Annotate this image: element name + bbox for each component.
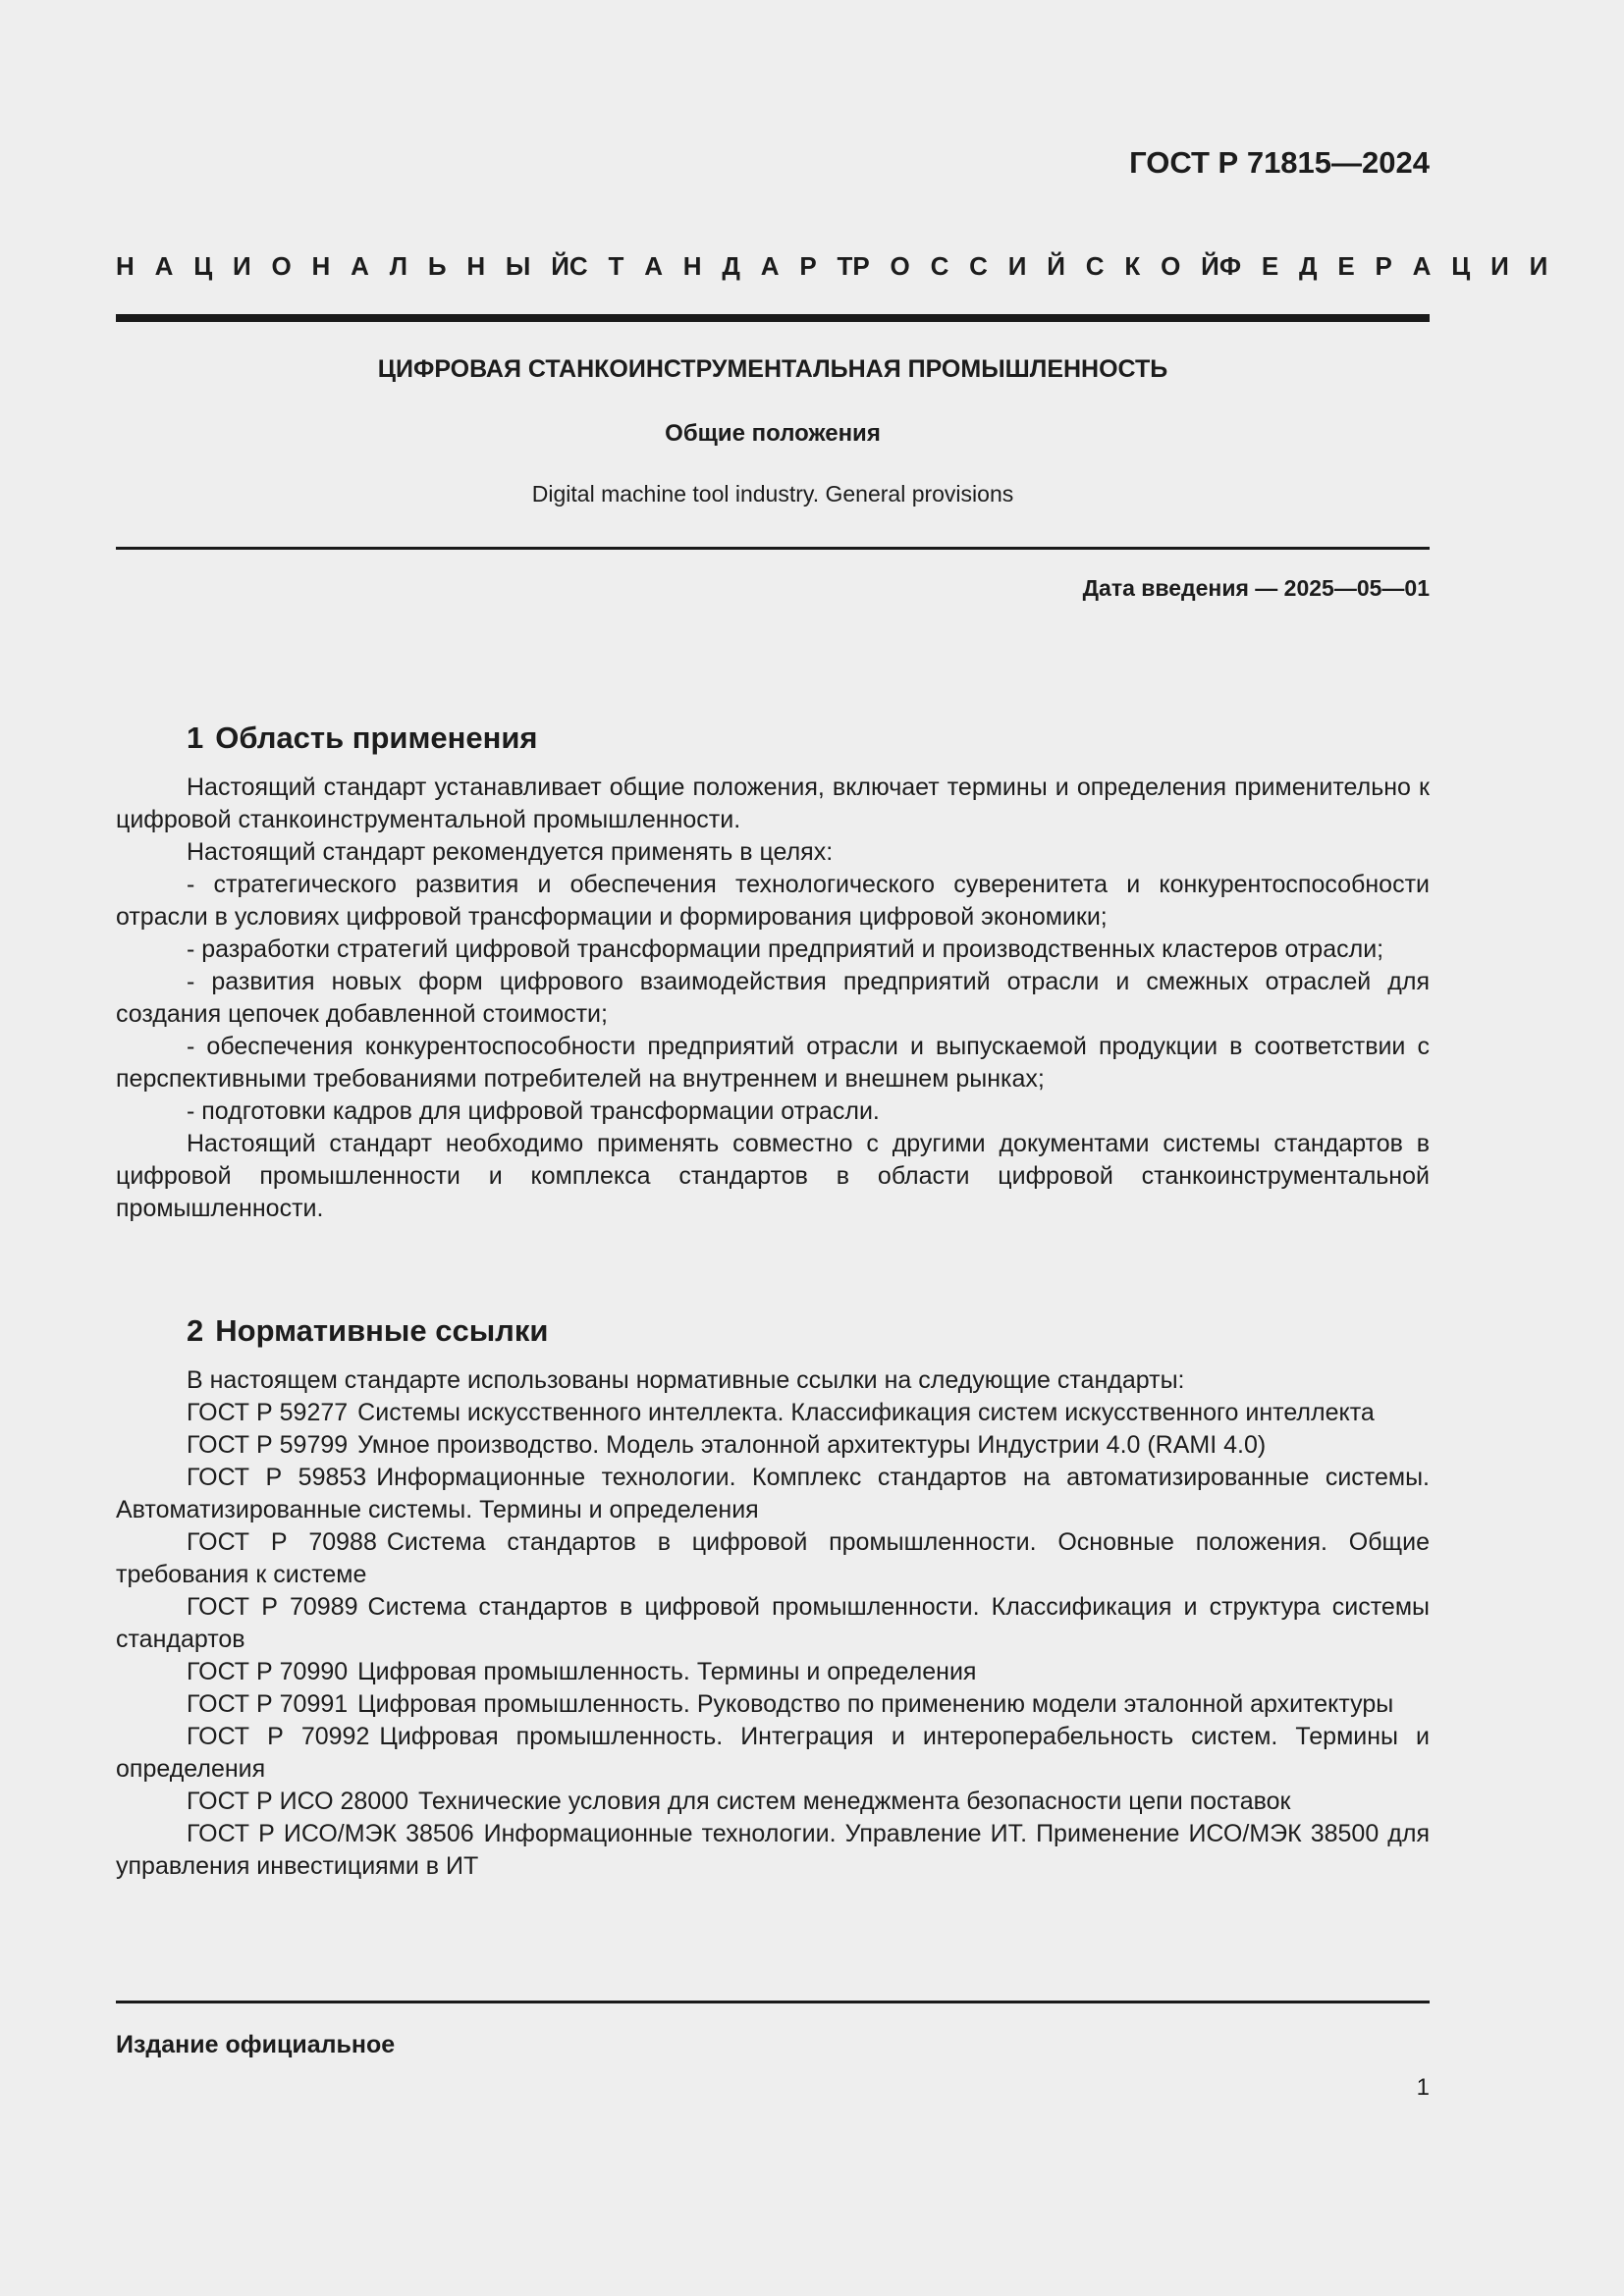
- document-subtitle: Общие положения: [665, 420, 881, 447]
- reference-code: ГОСТ Р 70988: [187, 1528, 377, 1556]
- section-normative-references: [116, 1313, 1430, 1883]
- reference-item: [116, 1688, 1430, 1721]
- reference-item: [116, 1591, 1430, 1656]
- section-scope: [116, 721, 1430, 1225]
- reference-code: ГОСТ Р ИСО/МЭК 38506: [187, 1820, 474, 1847]
- title-rule: [116, 547, 1430, 550]
- paragraph: В настоящем стандарте использованы нормативные ссылки на следующие стандарты:: [187, 1366, 1185, 1394]
- section-number: 1: [187, 721, 204, 755]
- banner-word: Н А Ц И О Н А Л Ь Н Ы Й: [116, 251, 569, 281]
- document-title: ЦИФРОВАЯ СТАНКОИНСТРУМЕНТАЛЬНАЯ ПРОМЫШЛЕННОСТЬ: [377, 355, 1168, 383]
- paragraph: Настоящий стандарт рекомендуется применять в целях:: [187, 838, 834, 866]
- list-item: - подготовки кадров для цифровой трансформации отрасли.: [187, 1097, 880, 1125]
- reference-title: Цифровая промышленность. Руководство по применению модели эталонной архитектуры: [357, 1690, 1394, 1718]
- paragraph: Настоящий стандарт устанавливает общие положения, включает термины и определения применительно к цифровой станкоинструментальной промышленности.: [116, 774, 1430, 833]
- page-number: 1: [1416, 2074, 1430, 2101]
- reference-title: Система стандартов в цифровой промышленности. Классификация и структура системы стандартов: [116, 1593, 1430, 1653]
- list-item: - стратегического развития и обеспечения технологического суверенитета и конкурентоспособности отрасли в условиях цифровой трансформации и формирования цифровой экономики;: [116, 871, 1430, 931]
- banner-word: Ф Е Д Е Р А Ц И И: [1218, 251, 1548, 281]
- english-title: Digital machine tool industry. General provisions: [531, 481, 1014, 507]
- section-heading: [187, 721, 1430, 756]
- reference-code: ГОСТ Р 59853: [187, 1464, 367, 1491]
- banner-word: Р О С С И Й С К О Й: [852, 251, 1219, 281]
- reference-code: ГОСТ Р 70990: [187, 1658, 349, 1685]
- reference-title: Система стандартов в цифровой промышленности. Основные положения. Общие требования к системе: [116, 1528, 1430, 1588]
- list-item: - разработки стратегий цифровой трансформации предприятий и производственных кластеров отрасли;: [187, 935, 1384, 963]
- footer-rule: [116, 2001, 1430, 2003]
- reference-title: Информационные технологии. Управление ИТ. Применение ИСО/МЭК 38500 для управления инвестициями в ИТ: [116, 1820, 1430, 1880]
- reference-item: [116, 1818, 1430, 1883]
- reference-title: Технические условия для систем менеджмента безопасности цепи поставок: [418, 1788, 1291, 1815]
- reference-item: [116, 1786, 1430, 1818]
- reference-title: Цифровая промышленность. Термины и определения: [357, 1658, 977, 1685]
- document-number: ГОСТ Р 71815—2024: [1129, 145, 1430, 180]
- reference-item: [116, 1526, 1430, 1591]
- header-rule: [116, 314, 1430, 322]
- reference-code: ГОСТ Р 59277: [187, 1399, 349, 1426]
- introduction-date: Дата введения — 2025—05—01: [1082, 575, 1430, 601]
- reference-title: Информационные технологии. Комплекс стандартов на автоматизированные системы. Автоматизированные системы. Термины и определения: [116, 1464, 1430, 1523]
- reference-item: [116, 1462, 1430, 1526]
- section-title: Нормативные ссылки: [215, 1313, 549, 1348]
- list-item: - обеспечения конкурентоспособности предприятий отрасли и выпускаемой продукции в соответствии с перспективными требованиями потребителей на внутреннем и внешнем рынках;: [116, 1033, 1430, 1093]
- reference-code: ГОСТ Р 70992: [187, 1723, 370, 1750]
- reference-title: Цифровая промышленность. Интеграция и интероперабельность систем. Термины и определения: [116, 1723, 1430, 1783]
- reference-code: ГОСТ Р 59799: [187, 1431, 349, 1459]
- banner-word: С Т А Н Д А Р Т: [568, 251, 853, 281]
- official-edition-label: Издание официальное: [116, 2031, 396, 2058]
- reference-title: Умное производство. Модель эталонной архитектуры Индустрии 4.0 (RAMI 4.0): [357, 1431, 1267, 1459]
- section-number: 2: [187, 1313, 204, 1348]
- reference-item: [116, 1656, 1430, 1688]
- national-standard-banner: [116, 251, 1548, 282]
- reference-item: [116, 1397, 1430, 1429]
- reference-code: ГОСТ Р 70989: [187, 1593, 358, 1621]
- section-title: Область применения: [215, 721, 538, 755]
- reference-item: [116, 1721, 1430, 1786]
- reference-code: ГОСТ Р ИСО 28000: [187, 1788, 409, 1815]
- paragraph: Настоящий стандарт необходимо применять совместно с другими документами системы стандартов в цифровой промышленности и комплекса стандартов в области цифровой станкоинструментальной промышленности.: [116, 1130, 1430, 1222]
- reference-item: [116, 1429, 1430, 1462]
- section-heading: [187, 1313, 1430, 1349]
- reference-title: Системы искусственного интеллекта. Классификация систем искусственного интеллекта: [357, 1399, 1375, 1426]
- reference-code: ГОСТ Р 70991: [187, 1690, 349, 1718]
- list-item: - развития новых форм цифрового взаимодействия предприятий отрасли и смежных отраслей для создания цепочек добавленной стоимости;: [116, 968, 1430, 1028]
